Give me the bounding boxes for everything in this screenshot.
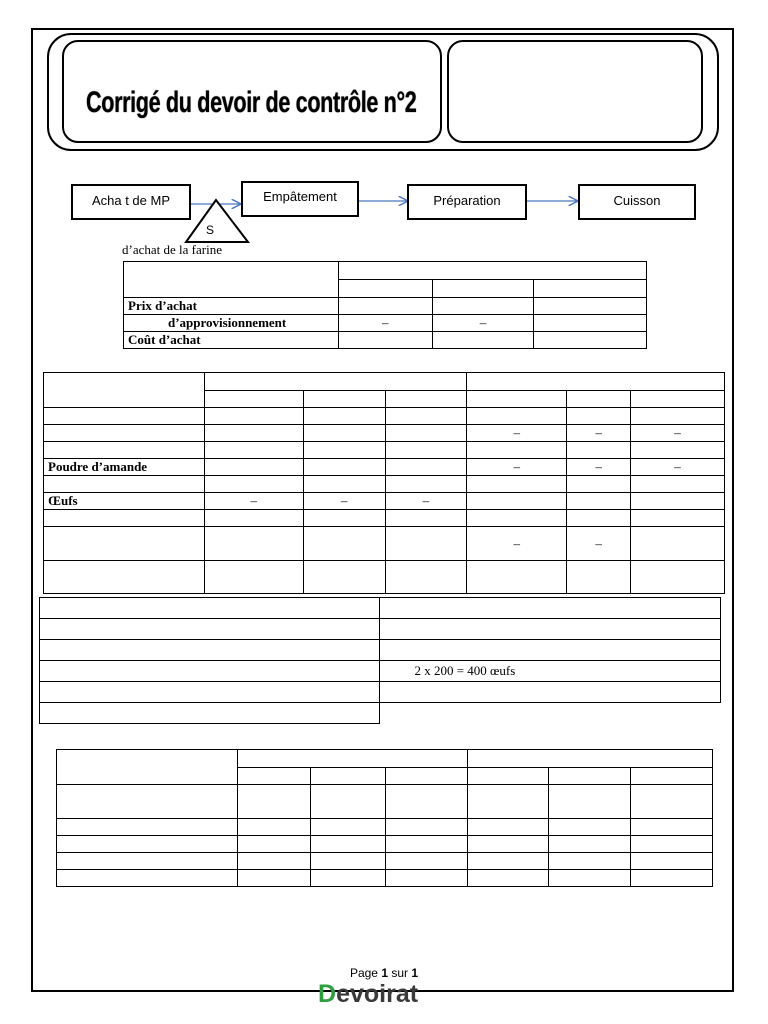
- table-cell: [631, 442, 725, 459]
- flow-step-preparation: Préparation: [407, 184, 527, 220]
- table-cell: [567, 510, 631, 527]
- table-row: [44, 527, 725, 561]
- table-cell: [303, 425, 385, 442]
- table-cell: [338, 262, 646, 280]
- table-cell: [631, 870, 713, 887]
- table-cell: [237, 750, 468, 768]
- table-cell: [204, 391, 303, 408]
- table-cell: [310, 768, 386, 785]
- table-cell: [567, 408, 631, 425]
- table-row: [124, 315, 647, 332]
- cost-table-production: [43, 372, 725, 594]
- table-cell: [549, 836, 631, 853]
- table-cell: [631, 853, 713, 870]
- page-current: 1: [381, 966, 388, 980]
- table-cell: [468, 819, 549, 836]
- table-cell: [40, 682, 380, 703]
- table-cell: [310, 870, 386, 887]
- table-cell: [385, 442, 467, 459]
- table-row: [57, 836, 713, 853]
- table-cell: [44, 476, 205, 493]
- table-cell: –: [303, 493, 385, 510]
- row-label-cout-achat: Coût d’achat: [124, 332, 339, 349]
- table-cell: [303, 510, 385, 527]
- table-cell: [567, 561, 631, 594]
- table-cell: [40, 640, 380, 661]
- table-cell: [467, 442, 567, 459]
- page-title: Corrigé du devoir de contrôle n°2: [86, 86, 417, 119]
- table-cell: [468, 853, 549, 870]
- table-cell: [204, 459, 303, 476]
- row-label-approvisionnement: d’approvisionnement: [124, 315, 339, 332]
- table-cell: [57, 853, 238, 870]
- table-row: [40, 640, 721, 661]
- page-number: [0, 966, 768, 980]
- table-row: [57, 785, 713, 819]
- table-cell: [468, 836, 549, 853]
- table-cell: –: [631, 425, 725, 442]
- table-cell: [204, 425, 303, 442]
- table-cell: –: [567, 425, 631, 442]
- table-cell: [57, 819, 238, 836]
- logo-text: evoirat: [336, 980, 419, 1008]
- table-cell: –: [567, 527, 631, 561]
- table-row: [57, 819, 713, 836]
- table-cell: [237, 785, 310, 819]
- table-cell: [631, 408, 725, 425]
- table-cell: –: [338, 315, 432, 332]
- table-cell: [204, 527, 303, 561]
- table-cell: [237, 870, 310, 887]
- table-row: [40, 703, 721, 724]
- quantity-table: [39, 597, 721, 724]
- table-cell: [631, 391, 725, 408]
- table-row: [124, 332, 647, 349]
- table-cell: –: [567, 459, 631, 476]
- table-cell: [237, 853, 310, 870]
- table-cell: [44, 561, 205, 594]
- stock-triangle: [186, 200, 248, 242]
- table-row: [40, 619, 721, 640]
- table-cell: [468, 750, 713, 768]
- table-cell: [338, 298, 432, 315]
- table-cell: [237, 836, 310, 853]
- table-cell: [549, 768, 631, 785]
- table-cell: [631, 561, 725, 594]
- table-cell: –: [467, 459, 567, 476]
- table-cell: [44, 425, 205, 442]
- table-cell: [467, 561, 567, 594]
- table-cell: –: [204, 493, 303, 510]
- table-cell: [567, 442, 631, 459]
- table-cell: [549, 853, 631, 870]
- table-cell: [549, 785, 631, 819]
- table-cell: [310, 785, 386, 819]
- table-cell: [303, 527, 385, 561]
- table-row: [124, 262, 647, 280]
- table-cell: [467, 493, 567, 510]
- table-cell: [40, 619, 380, 640]
- table-cell: [386, 836, 468, 853]
- table-row: [44, 561, 725, 594]
- table-row: [124, 298, 647, 315]
- row-label-oeufs: Œufs: [44, 493, 205, 510]
- flow-step-empatement: Empâtement: [241, 181, 359, 217]
- table-cell: [380, 640, 721, 661]
- table-cell: [303, 476, 385, 493]
- table-cell: –: [467, 527, 567, 561]
- table-cell: [432, 298, 534, 315]
- table-cell: [204, 476, 303, 493]
- table-cell: [567, 476, 631, 493]
- table-row: [44, 476, 725, 493]
- table-cell: [468, 870, 549, 887]
- table-cell: [631, 527, 725, 561]
- table-row: [44, 459, 725, 476]
- table-cell: [631, 785, 713, 819]
- table-cell: [380, 619, 721, 640]
- table-row: [40, 661, 721, 682]
- page-prefix: Page: [349, 966, 382, 980]
- table-row: [57, 853, 713, 870]
- table-cell: [57, 785, 238, 819]
- table-cell: [237, 768, 310, 785]
- table-cell: [385, 425, 467, 442]
- table-cell: [380, 703, 721, 724]
- table-cell: [534, 298, 647, 315]
- table-cell: [57, 836, 238, 853]
- table-cell: [44, 442, 205, 459]
- table-cell: [549, 870, 631, 887]
- table-cell: [338, 280, 432, 298]
- table-cell: [303, 459, 385, 476]
- table-cell: [432, 280, 534, 298]
- table-row: [44, 442, 725, 459]
- table-cell: [204, 442, 303, 459]
- table1-caption: d’achat de la farine: [122, 242, 222, 257]
- table-cell: [338, 332, 432, 349]
- table-cell: [467, 373, 725, 391]
- table-cell: [385, 561, 467, 594]
- table-cell: [467, 510, 567, 527]
- cost-table-farine: [123, 261, 647, 349]
- table-cell: [467, 476, 567, 493]
- table-cell: [549, 819, 631, 836]
- table-row: [44, 373, 725, 391]
- table-cell: [303, 442, 385, 459]
- table-row: [57, 870, 713, 887]
- table-cell: [44, 527, 205, 561]
- stock-label: S: [206, 223, 215, 237]
- table-row: [44, 510, 725, 527]
- flow-step-cuisson: Cuisson: [578, 184, 696, 220]
- row-label-poudre-amande: Poudre d’amande: [44, 459, 205, 476]
- table-cell: [40, 703, 380, 724]
- table-cell: [204, 408, 303, 425]
- table-cell: [40, 598, 380, 619]
- table-cell: [534, 315, 647, 332]
- table-cell: [631, 836, 713, 853]
- table-row: [44, 408, 725, 425]
- logo-initial: D: [318, 980, 337, 1008]
- table-cell: [631, 510, 725, 527]
- table-cell: –: [385, 493, 467, 510]
- table-cell: [385, 510, 467, 527]
- table-cell: [40, 661, 380, 682]
- table-cell: [237, 819, 310, 836]
- table-cell: [386, 785, 468, 819]
- table-cell: [631, 476, 725, 493]
- eggs-computation: 2 x 200 = 400 œufs: [380, 661, 721, 682]
- table-cell: [534, 280, 647, 298]
- table-cell: [380, 598, 721, 619]
- table-cell: [567, 391, 631, 408]
- table-cell: [44, 408, 205, 425]
- table-cell: [385, 476, 467, 493]
- table-cell: [57, 870, 238, 887]
- table-cell: [380, 682, 721, 703]
- table-cell: [385, 527, 467, 561]
- flow-step-achat: Acha t de MP: [71, 184, 191, 220]
- table-cell: [468, 785, 549, 819]
- page-separator: sur: [388, 966, 412, 980]
- page-total: 1: [411, 966, 419, 980]
- table-cell: [631, 819, 713, 836]
- table-cell: [385, 459, 467, 476]
- table-cell: [385, 391, 467, 408]
- result-table: [56, 749, 713, 887]
- table-cell: [385, 408, 467, 425]
- table-cell: –: [467, 425, 567, 442]
- table-cell: [534, 332, 647, 349]
- table-cell: [303, 561, 385, 594]
- table-row: [57, 750, 713, 768]
- table-cell: [631, 768, 713, 785]
- table-row: [44, 493, 725, 510]
- table-cell: [310, 836, 386, 853]
- table-cell: [310, 819, 386, 836]
- devoirat-logo[interactable]: [318, 980, 418, 1009]
- table-cell: [310, 853, 386, 870]
- table-cell: [386, 768, 468, 785]
- table-cell: [204, 561, 303, 594]
- table-cell: [303, 391, 385, 408]
- table-cell: [467, 391, 567, 408]
- table-cell: [44, 510, 205, 527]
- row-label-prix-achat: Prix d’achat: [124, 298, 339, 315]
- table-cell: [44, 373, 205, 408]
- table-cell: [631, 493, 725, 510]
- table-row: [40, 598, 721, 619]
- table-cell: –: [432, 315, 534, 332]
- table-cell: [57, 750, 238, 785]
- table-row: [40, 682, 721, 703]
- table-cell: [386, 853, 468, 870]
- table-cell: [204, 373, 467, 391]
- table-cell: [204, 510, 303, 527]
- table-cell: –: [631, 459, 725, 476]
- table-cell: [467, 408, 567, 425]
- table-cell: [303, 408, 385, 425]
- flow-arrows: [0, 0, 768, 260]
- table-cell: [124, 262, 339, 298]
- table-row: [44, 425, 725, 442]
- table-cell: [567, 493, 631, 510]
- table-cell: [468, 768, 549, 785]
- table-cell: [432, 332, 534, 349]
- table-cell: [386, 870, 468, 887]
- table-cell: [386, 819, 468, 836]
